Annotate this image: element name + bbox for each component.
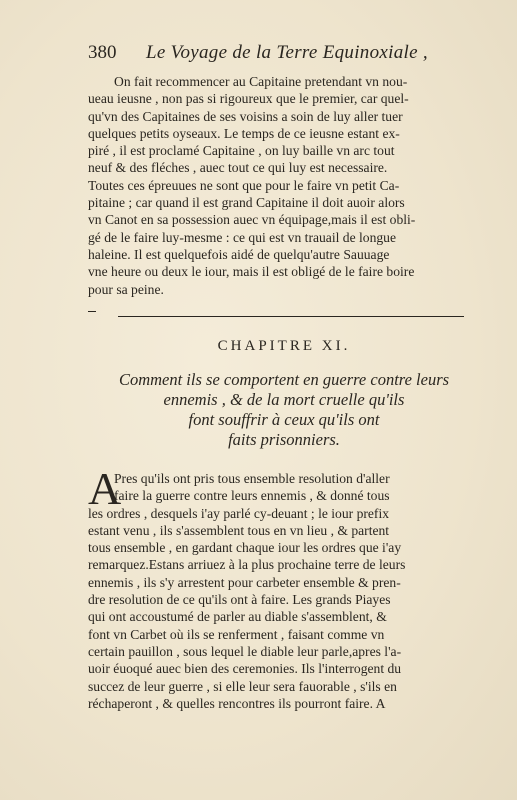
- text-line: faire la guerre contre leurs ennemis , & donné tous: [114, 488, 390, 504]
- text-line: réchaperont , & quelles rencontres ils pourront faire. A: [88, 695, 386, 711]
- text-line: Toutes ces épreuues ne sont que pour le faire vn petit Ca-: [88, 177, 400, 193]
- text-line: estant venu , ils s'assemblent tous en vn lieu , & partent: [88, 522, 390, 538]
- section-divider: [118, 316, 464, 317]
- text-line: pour sa peine.: [88, 281, 164, 297]
- text-line: On fait recommencer au Capitaine pretendant vn nou-: [114, 74, 408, 89]
- text-line: vne heure ou deux le iour, mais il est obligé de le faire boire: [88, 264, 415, 280]
- chapter-title: [88, 370, 480, 450]
- chapter-heading: CHAPITRE XI.: [217, 338, 351, 354]
- chapter-title-line: Comment ils se comportent en guerre contre leurs: [118, 370, 450, 389]
- text-line: haleine. Il est quelquefois aidé de quelqu'autre Sauuage: [88, 246, 390, 262]
- text-line: pitaine ; car quand il est grand Capitaine il doit auoir alors: [88, 195, 405, 211]
- text-line: succez de leur guerre , si elle leur sera fauorable , s'ils en: [88, 678, 397, 694]
- running-title: Le Voyage de la Terre Equinoxiale ,: [146, 42, 428, 63]
- text-line: ueau ieusne , non pas si rigoureux que le premier, car quel-: [88, 91, 409, 107]
- text-line: font vn Carbet où ils se renferment , faisant comme vn: [88, 626, 385, 642]
- text-line: Pres qu'ils ont pris tous ensemble resolution d'aller: [114, 471, 390, 486]
- chapter-title-line: font souffrir à ceux qu'ils ont: [188, 410, 380, 429]
- text-line: qu'vn des Capitaines de ses voisins a soin de luy aller tuer: [88, 108, 403, 124]
- page-number: 380: [88, 42, 117, 63]
- section-divider-ornament: [88, 311, 96, 320]
- chapter-title-line: faits prisonniers.: [228, 430, 340, 449]
- text-line: ennemis , ils s'y arrestent pour carbeter ensemble & pren-: [88, 574, 401, 590]
- text-line: piré , il est proclamé Capitaine , on luy baille vn arc tout: [88, 143, 395, 159]
- chapter-title-line: ennemis , & de la mort cruelle qu'ils: [163, 390, 405, 409]
- text-line: les ordres , desquels i'ay parlé cy-deuant ; le iour prefix: [88, 505, 390, 521]
- running-head: [88, 42, 478, 68]
- text-line: dre resolution de ce qu'ils ont à faire. Les grands Piayes: [88, 592, 391, 608]
- drop-cap: A: [88, 463, 122, 514]
- text-line: quelques petits oyseaux. Le temps de ce ieusne estant ex-: [88, 125, 400, 141]
- text-line: gé de le faire luy-mesme : ce qui est vn trauail de longue: [88, 229, 397, 245]
- text-line: remarquez.Estans arriuez à la plus prochaine terre de leurs: [88, 557, 406, 573]
- text-line: certain pauillon , sous lequel le diable leur parle,apres l'a-: [88, 643, 402, 659]
- text-line: uoir éuoqué auec bien des ceremonies. Ils l'interrogent du: [88, 661, 402, 677]
- text-line: qui ont accoustumé de parler au diable s'assemblent, &: [88, 609, 387, 625]
- text-line: tous ensemble , en gardant chaque iour les ordres que i'ay: [88, 540, 402, 556]
- paragraph-1: [88, 73, 480, 298]
- text-line: vn Canot en sa possession auec vn équipage,mais il est obli-: [88, 212, 416, 228]
- text-line: neuf & des fléches , auec tout ce qui luy est necessaire.: [88, 160, 388, 176]
- paragraph-2: [88, 463, 480, 712]
